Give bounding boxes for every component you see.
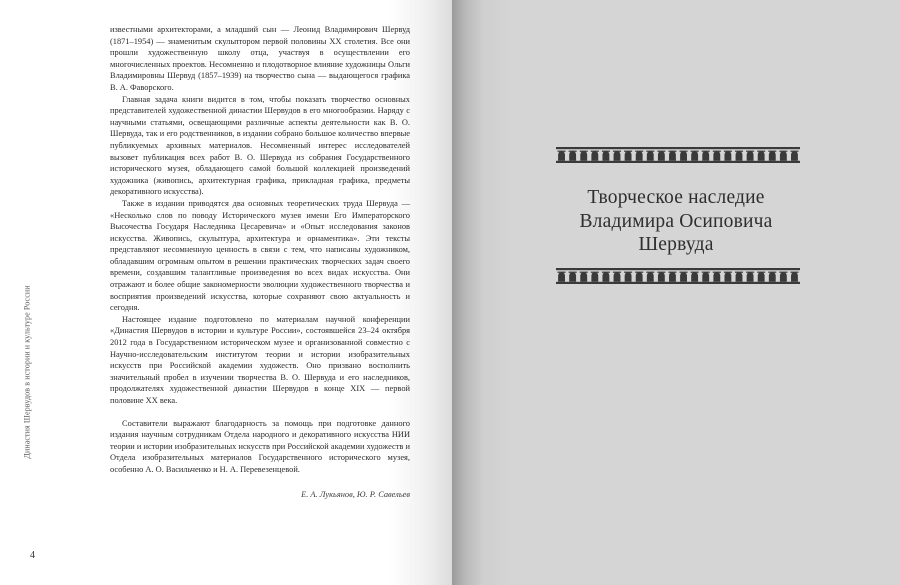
paragraph: Составители выражают благодарность за помощь при подготовке данного издания научным сотрудникам Отдела народного и декоративного искусства НИИ теории и истории изобразительных искусств при Российской академии художеств и Отдела изобразительных материалов Государственного исторического музея, особенно А. О. Васильченко и Н. А. Перевезенцевой. xyxy=(110,418,410,474)
right-page xyxy=(452,0,900,585)
paragraph: Настоящее издание подготовлено по материалам научной конференции «Династия Шервудов в истории и культуре России», состоявшейся 23–24 октября 2012 года в Государственном историческом музее и организованной совместно с Научно-исследовательским институтом теории и истории изобразительных искусств при Российской академии художеств. Оно призвано восполнить значительный пробел в изучении творчества В. О. Шервуда и его наследников, продолжателях художественной династии Шервудов в конце XIX — первой половине XX века. xyxy=(110,314,410,405)
ornamental-border-top xyxy=(556,147,800,163)
title-line: Творческое наследие xyxy=(587,187,765,208)
book-title xyxy=(536,186,816,257)
paragraph: известными архитекторами, а младший сын — Леонид Владимирович Шервуд (1871–1954) — знаменитым скульптором первой половины XX столетия. Все они прошли художественную школу отца, участвуя в осуществлении его многочисленных проектов. Несомненно и плодотворное влияние художницы Ольги Владимировны Шервуд (1857–1939) на творчество сына — выдающегося графика В. А. Фаворского. xyxy=(110,25,410,92)
paragraph: Также в издании приводятся два основных теоретических труда Шервуда — «Несколько слов по поводу Исторического музея имени Его Императорского Высочества Государя Наследника Цесаревича» и «Опыт исследования законов искусства. Живопись, скульптура, архитектура и орнаментика». Эти тексты представляют несомненную ценность в связи с тем, что написаны художником, обладавшим огромным опытом в решении практических творческих задач своего времени, создавшим талантливые произведения во всех видах искусства. Они отражают и более общие закономерности эволюции художественного творчества и восприятия произведений искусства, которые сохраняют свою актуальность и сегодня. xyxy=(110,198,410,313)
ornamental-border-bottom xyxy=(556,268,800,284)
title-line: Владимира Осиповича xyxy=(579,210,773,232)
page-number: 4 xyxy=(30,550,35,561)
authors-signature: Е. А. Лукьянов, Ю. Р. Савельев xyxy=(301,489,410,499)
title-line: Шервуда xyxy=(638,234,714,255)
body-text xyxy=(110,24,410,500)
running-head-vertical: Династия Шервудов в истории и культуре России xyxy=(22,285,32,459)
paragraph: Главная задача книги видится в том, чтобы показать творчество основных представителей художественной династии Шервудов в его многообразии. Наряду с научными статьями, освещающими различные аспекты деятельности как В. О. Шервуда, так и его родственников, в издании собрано большое количество впервые публикуемых архивных материалов. Несомненный интерес исследователей вызовет публикация всех работ В. О. Шервуда из собрания Государственного исторического музея, обладающего самой большой коллекцией произведений художника (живопись, архитектурная графика, прикладная графика, предметы декоративного искусства). xyxy=(110,94,410,197)
